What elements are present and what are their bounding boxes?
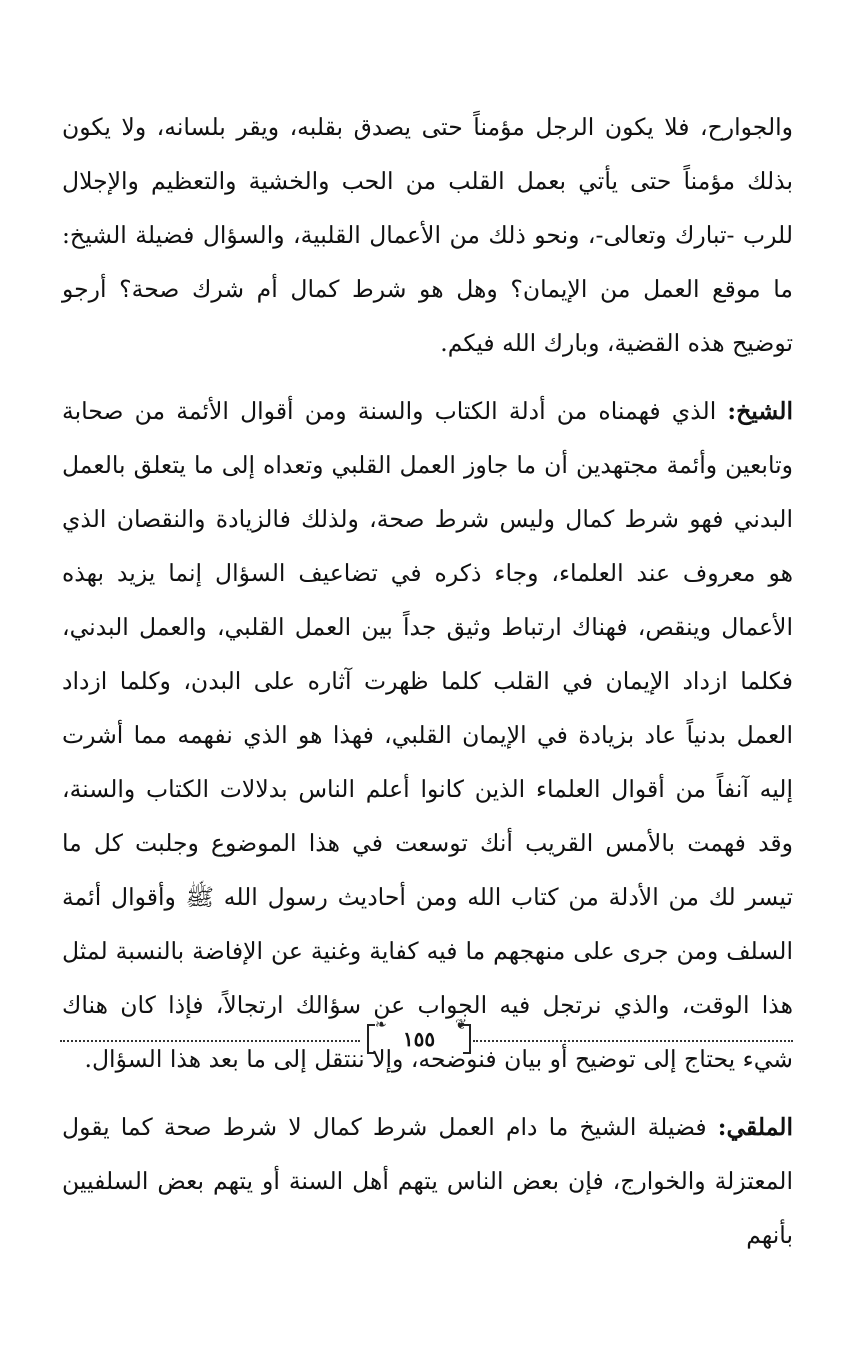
paragraph-question-continuation [62,100,793,370]
paragraph-text: والجوارح، فلا يكون الرجل مؤمناً حتى يصدق بقلبه، ويقر بلسانه، ولا يكون بذلك مؤمناً حتى يأتي بعمل القلب من الحب والخشية والتعظيم والإجلال للرب -تبارك وتعالى-، ونحو ذلك من الأعمال القلبية، والسؤال فضيلة الشيخ: ما موقع العمل من الإيمان؟ وهل هو شرط كمال أم شرك صحة؟ أرجو توضيح هذه القضية، وبارك الله فيكم. [62,113,793,357]
page-footer [60,1018,793,1058]
page-number-frame [365,1018,473,1056]
paragraph-text: الذي فهمناه من أدلة الكتاب والسنة ومن أقوال الأئمة من صحابة وتابعين وأئمة مجتهدين أن ما جاوز العمل القلبي وتعداه إلى ما يتعلق بالعمل البدني فهو شرط كمال وليس شرط صحة، ولذلك فالزيادة والنقصان الذي هو معروف عند العلماء، وجاء ذكره في تضاعيف السؤال إنما يزيد بهذه الأعمال وينقص، فهناك ارتباط وثيق جداً بين العمل القلبي، والعمل البدني، فكلما ازداد الإيمان في القلب كلما ظهرت آثاره على البدن، وكلما ازداد العمل بدنياً عاد بزيادة في الإيمان القلبي، فهذا هو الذي نفهمه مما أشرت إليه آنفاً من أقوال العلماء الذين كانوا أعلم الناس بدلالات الكتاب والسنة، وقد فهمت بالأمس القريب أنك توسعت في هذا الموضوع وجلبت كل ما تيسر لك من الأدلة من كتاب الله ومن أحاديث رسول الله ﷺ وأقوال أئمة السلف ومن جرى على منهجهم ما فيه كفاية وغنية عن الإفاضة بالنسبة لمثل هذا الوقت، والذي نرتجل فيه الجواب عن سؤالك ارتجالاً، فإذا كان هناك شيء يحتاج إلى توضيح أو بيان فنوضحه، وإلا ننتقل إلى ما بعد هذا السؤال. [62,397,793,1073]
speaker-label-presenter: الملقي: [717,1113,793,1141]
paragraph-sheikh-answer [62,384,793,1086]
paragraph-text: فضيلة الشيخ ما دام العمل شرط كمال لا شرط صحة كما يقول المعتزلة والخوارج، فإن بعض الناس يتهم أهل السنة أو يتهم بعض السلفيين بأنهم [62,1113,793,1249]
body-text [62,100,793,1262]
footer-rule-left [60,1040,360,1042]
ornament-icon: ❦ [455,1017,467,1033]
speaker-label-sheikh: الشيخ: [727,397,793,425]
page-number: ١٥٥ [402,1027,436,1051]
paragraph-presenter-question [62,1100,793,1262]
ornament-icon: ❧ [375,1017,387,1033]
footer-rule-right [473,1040,793,1042]
